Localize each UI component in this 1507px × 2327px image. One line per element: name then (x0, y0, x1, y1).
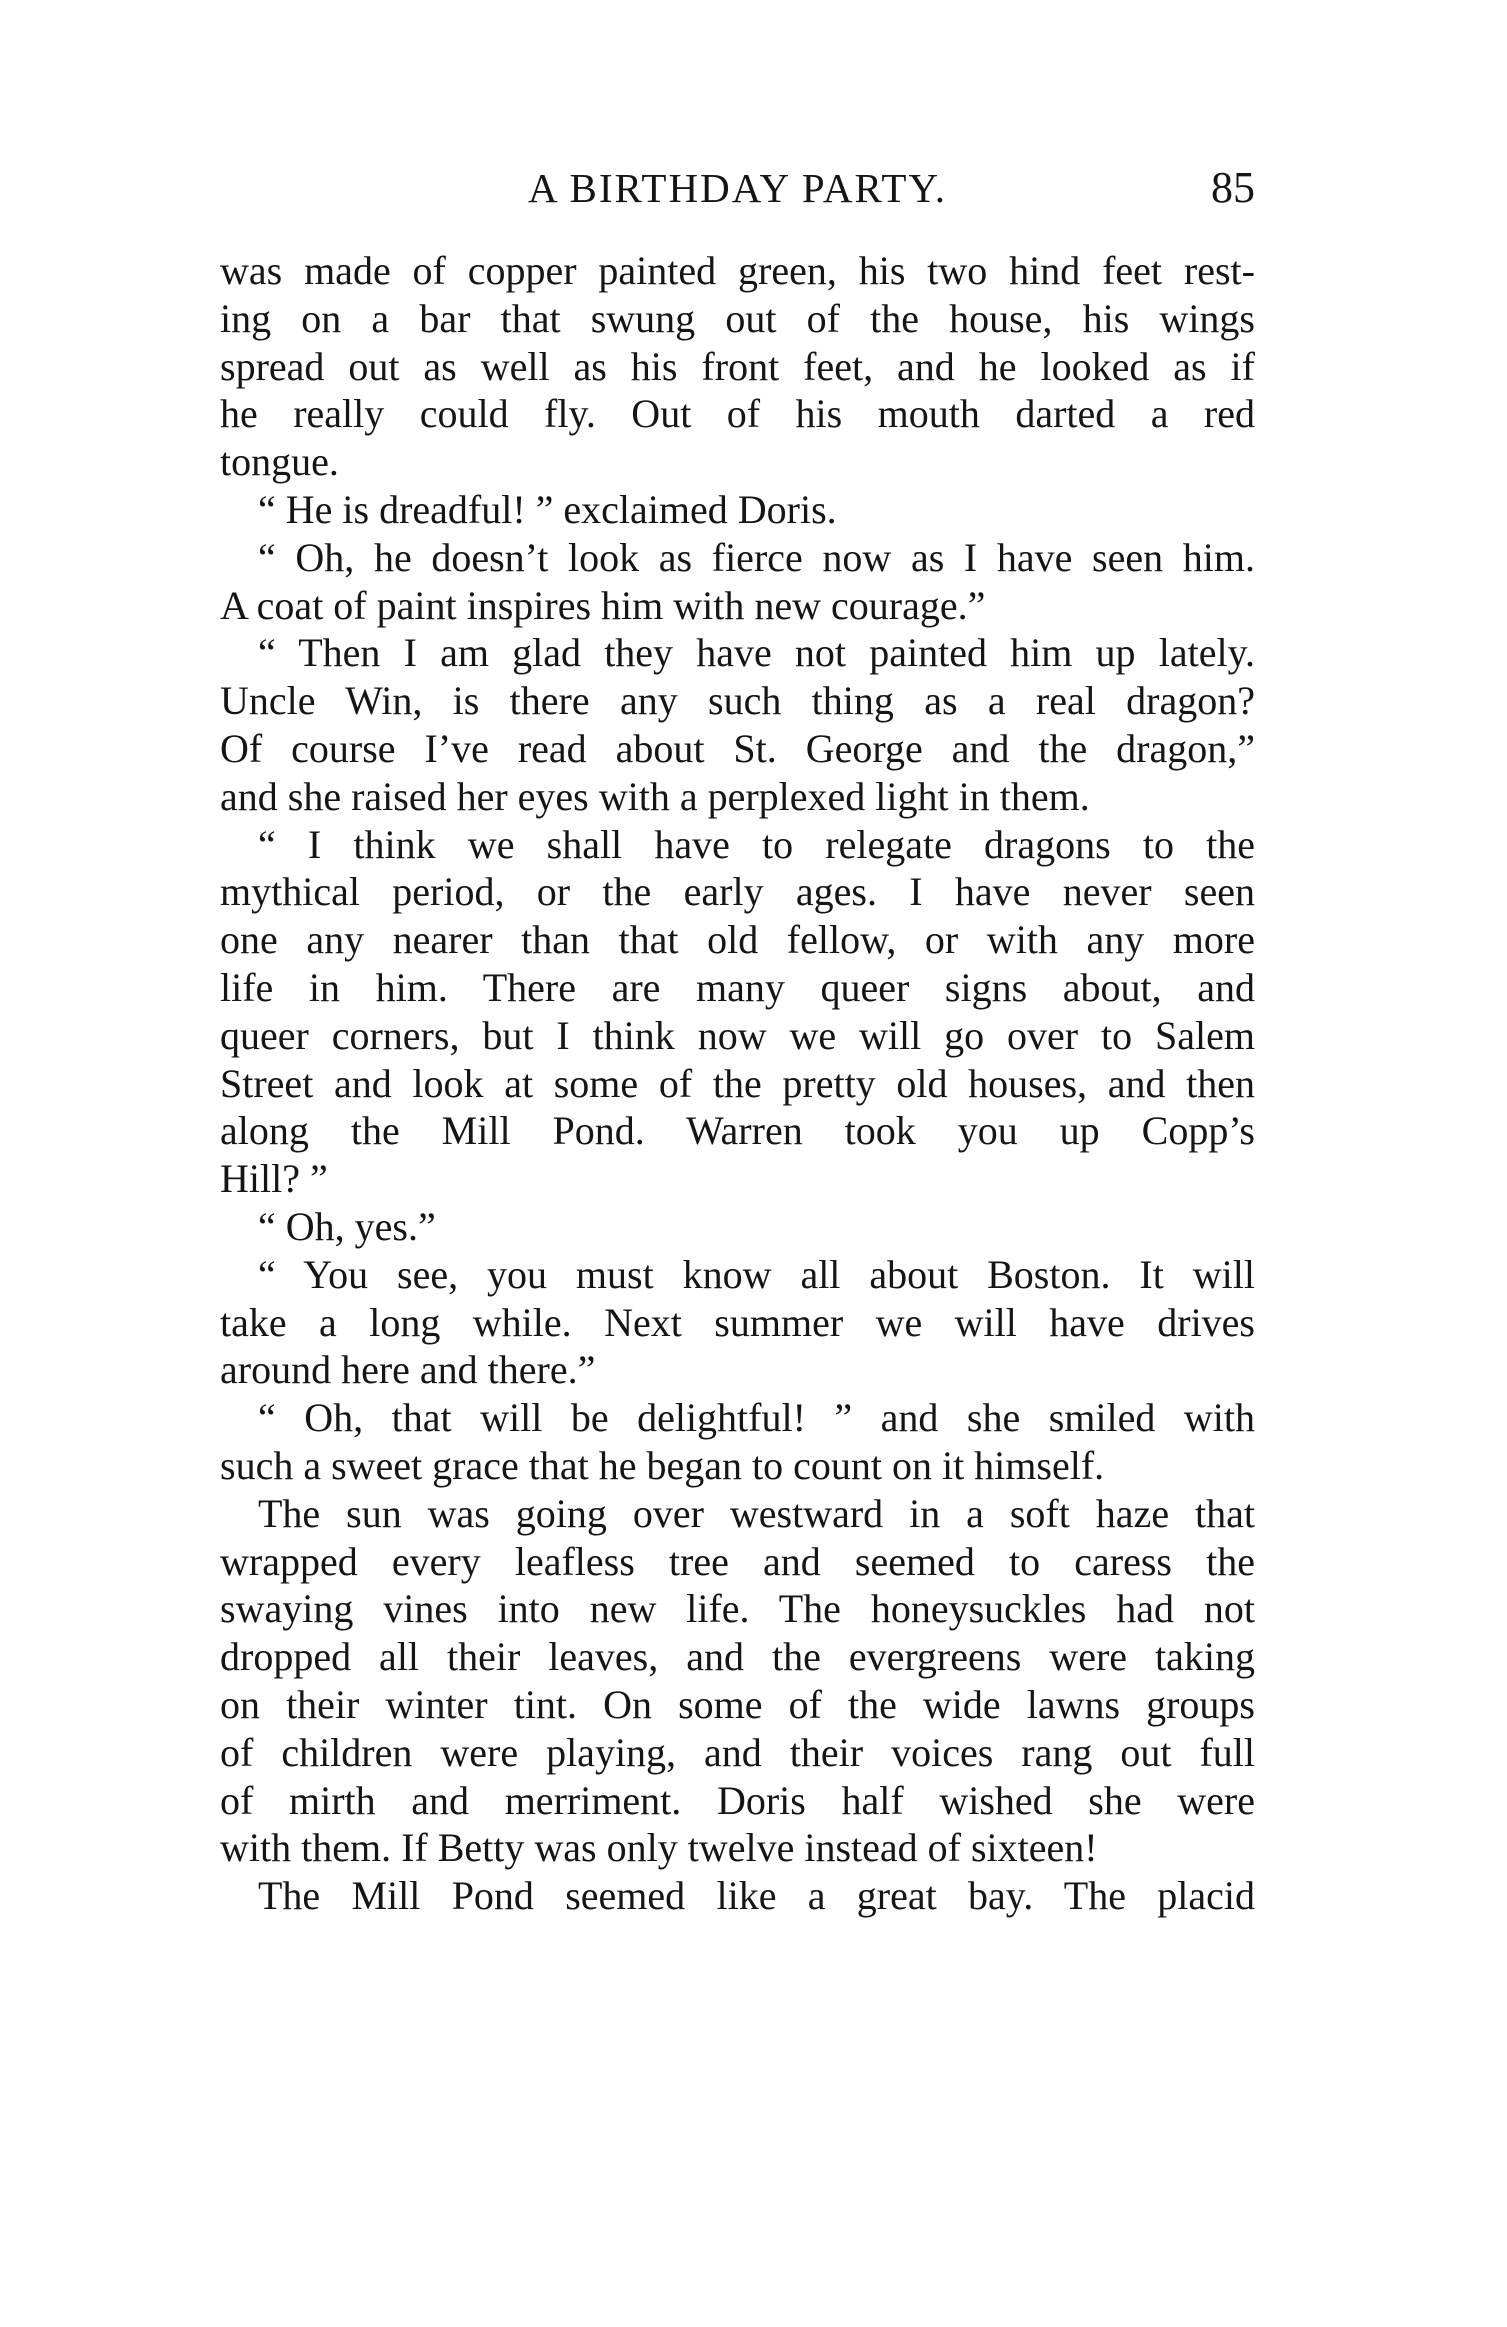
running-header (220, 160, 1255, 216)
text-line: Of course I’ve read about St. George and the dragon,” (220, 725, 1255, 771)
text-line: swaying vines into new life. The honeysuckles had not (220, 1586, 1255, 1632)
text-line: queer corners, but I think now we will go over to Salem (220, 1012, 1255, 1058)
text-line: take a long while. Next summer we will have drives (220, 1299, 1255, 1345)
text-line: “ You see, you must know all about Boston. It will (258, 1251, 1255, 1297)
text-line: and she raised her eyes with a perplexed light in them. (220, 773, 1090, 819)
text-line: of children were playing, and their voices rang out full (220, 1729, 1255, 1775)
text-line: on their winter tint. On some of the wide lawns groups (220, 1681, 1255, 1727)
text-line: A coat of paint inspires him with new courage.” (220, 582, 986, 628)
text-line: tongue. (220, 439, 339, 485)
text-line: “ Then I am glad they have not painted him up lately. (258, 630, 1255, 676)
text-line: one any nearer than that old fellow, or with any more (220, 917, 1255, 963)
text-line: around here and there.” (220, 1347, 596, 1393)
body-text (220, 247, 1255, 1920)
text-line: mythical period, or the early ages. I have never seen (220, 869, 1255, 915)
text-line: was made of copper painted green, his two hind feet rest- (220, 248, 1255, 293)
text-line: “ I think we shall have to relegate dragons to the (258, 821, 1255, 867)
text-line: “ Oh, that will be delightful! ” and she smiled with (258, 1395, 1255, 1441)
chapter-title: A BIRTHDAY PARTY. (527, 165, 948, 211)
text-line: dropped all their leaves, and the evergreens were taking (220, 1634, 1255, 1680)
text-line: Hill? ” (220, 1156, 328, 1202)
text-line: such a sweet grace that he began to count on it himself. (220, 1442, 1105, 1488)
text-line: Uncle Win, is there any such thing as a real dragon? (220, 678, 1255, 724)
text-line: “ He is dreadful! ” exclaimed Doris. (258, 486, 837, 532)
text-line: he really could fly. Out of his mouth darted a red (220, 391, 1255, 437)
text-line: with them. If Betty was only twelve instead of sixteen! (220, 1825, 1098, 1871)
text-line: “ Oh, yes.” (258, 1203, 436, 1249)
page-number: 85 (1211, 163, 1255, 212)
text-line: ing on a bar that swung out of the house, his wings (220, 295, 1255, 341)
text-line: along the Mill Pond. Warren took you up Copp’s (220, 1108, 1255, 1154)
text-line: wrapped every leafless tree and seemed to caress the (220, 1538, 1255, 1584)
text-line: Street and look at some of the pretty old houses, and then (220, 1060, 1255, 1106)
text-line: “ Oh, he doesn’t look as fierce now as I have seen him. (258, 534, 1255, 580)
text-line: of mirth and merriment. Doris half wished she were (220, 1777, 1255, 1823)
text-line: The sun was going over westward in a soft haze that (258, 1490, 1255, 1536)
text-line: life in him. There are many queer signs about, and (220, 964, 1255, 1010)
text-line: spread out as well as his front feet, and he looked as if (220, 343, 1255, 389)
text-line: The Mill Pond seemed like a great bay. The placid (258, 1873, 1255, 1919)
